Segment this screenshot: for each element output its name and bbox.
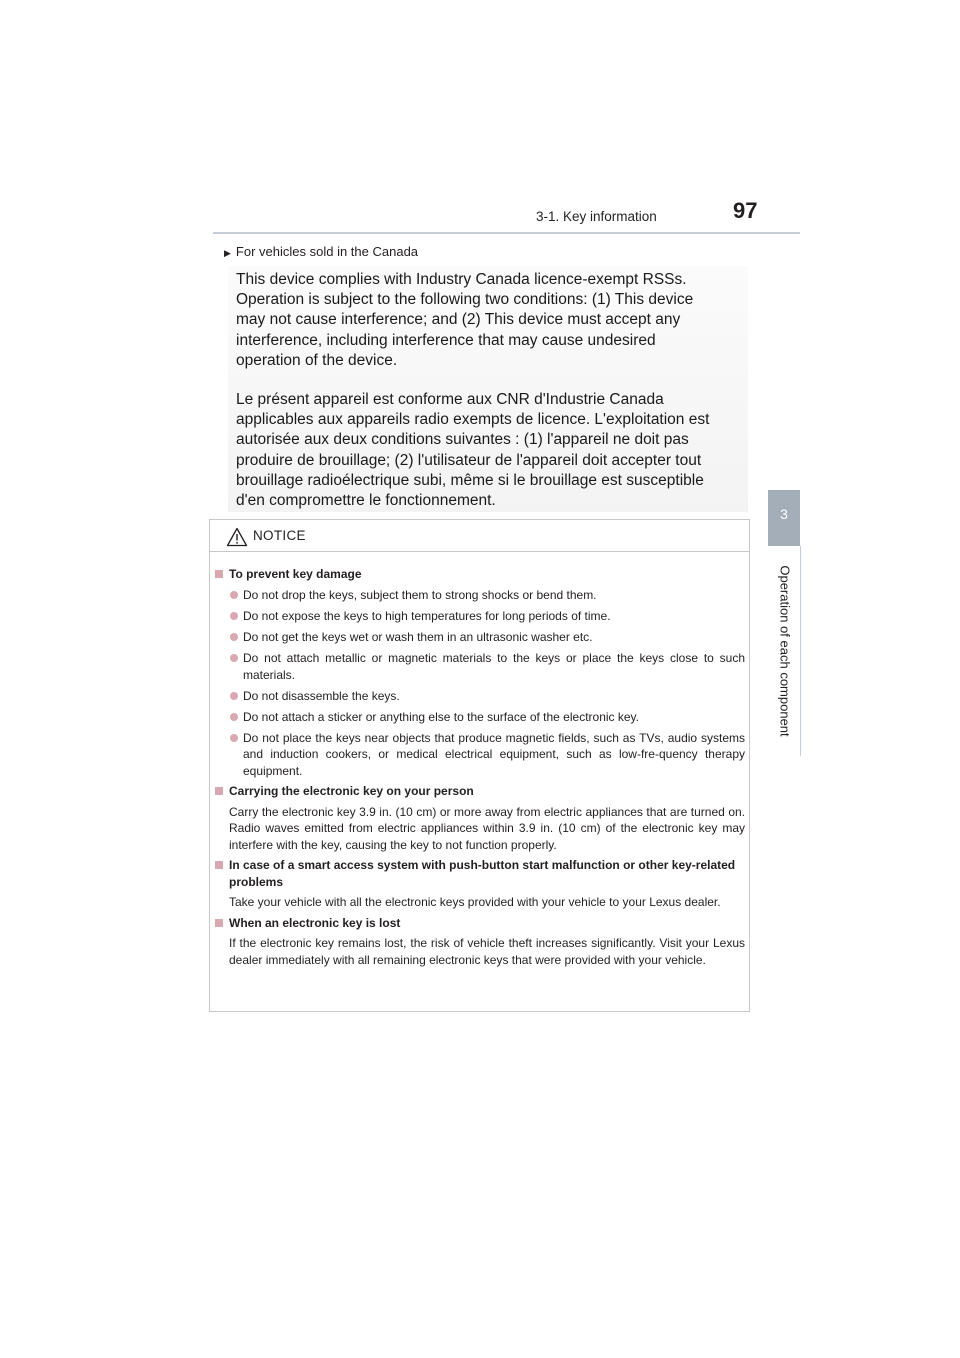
list-item (215, 587, 745, 604)
section-text: If the electronic key remains lost, the risk of vehicle theft increases significantly. Visit your Lexus dealer immediately with all remaining electronic keys that were provided with your vehicle. (229, 936, 745, 967)
section-heading (215, 857, 745, 890)
compliance-french: Le présent appareil est conforme aux CNR d'Industrie Canada applicables aux appareils radio exempts de licence. L'exploitation est autorisée aux deux conditions suivantes : (1) l'appareil ne doit pas produire de brouillage; (2) l'utilisateur de l'appareil doit accepter tout brouillage radioélectrique subi, même si le brouillage est susceptible d'en compromettre le fonctionnement. (236, 391, 710, 510)
warning-icon (226, 527, 248, 547)
dot-bullet-icon (230, 654, 238, 662)
compliance-statement (228, 266, 748, 512)
notice-box (209, 519, 750, 1012)
list-item (215, 650, 745, 683)
section-heading (215, 915, 745, 932)
chapter-label (777, 551, 793, 751)
list-item-text: Do not disassemble the keys. (243, 688, 400, 703)
page-number: 97 (733, 198, 758, 223)
section-heading-text: In case of a smart access system with push-button start malfunction or other key-related problems (229, 858, 736, 889)
list-item (215, 688, 745, 705)
triangle-bullet-icon: ▶ (224, 248, 231, 258)
list-item-text: Do not expose the keys to high temperatures for long periods of time. (243, 609, 611, 623)
section-heading-text: When an electronic key is lost (229, 915, 401, 930)
square-bullet-icon (215, 570, 223, 578)
list-item-text: Do not drop the keys, subject them to strong shocks or bend them. (243, 588, 597, 602)
section-text: Carry the electronic key 3.9 in. (10 cm) or more away from electric appliances that are turned on. Radio waves emitted from electric appliances within 3.9 in. (10 cm) of the electronic key may interfere with the key, causing the key to not function properly. (229, 804, 745, 852)
list-item (215, 629, 745, 646)
list-item (215, 709, 745, 726)
chapter-divider (800, 546, 801, 756)
section-heading-text: To prevent key damage (229, 567, 362, 581)
section-heading-text: Carrying the electronic key on your person (229, 784, 474, 798)
square-bullet-icon (215, 787, 223, 795)
region-note-text: For vehicles sold in the Canada (235, 244, 419, 259)
section-heading (215, 566, 745, 583)
section-heading (215, 783, 745, 800)
list-item-text: Do not attach metallic or magnetic materials to the keys or place the keys close to such materials. (243, 651, 745, 682)
chapter-label-text: Operation of each component (777, 565, 793, 737)
section-text: Take your vehicle with all the electronic keys provided with your vehicle to your Lexus dealer. (229, 895, 721, 909)
dot-bullet-icon (230, 692, 238, 700)
dot-bullet-icon (230, 734, 238, 742)
square-bullet-icon (215, 919, 223, 927)
list-item-text: Do not get the keys wet or wash them in an ultrasonic washer etc. (243, 630, 593, 644)
notice-body (215, 562, 745, 968)
list-item-text: Do not attach a sticker or anything else to the surface of the electronic key. (243, 709, 639, 724)
dot-bullet-icon (230, 591, 238, 599)
list-item (215, 608, 745, 625)
dot-bullet-icon (230, 713, 238, 721)
section-title: 3-1. Key information (536, 209, 657, 224)
dot-bullet-icon (230, 612, 238, 620)
dot-bullet-icon (230, 633, 238, 641)
list-item-text: Do not place the keys near objects that produce magnetic fields, such as TVs, audio systems and induction cookers, or medical electrical equipment, such as low-fre-quency therapy equipment. (243, 730, 745, 778)
compliance-english: This device complies with Industry Canada licence-exempt RSSs. Operation is subject to the following two conditions: (1) This device may not cause interference; and (2) This device must accept any interference, including interference that may cause undesired operation of the device. (236, 271, 694, 369)
region-note (224, 244, 418, 259)
list-item (215, 730, 745, 780)
header-divider (213, 232, 800, 234)
chapter-number: 3 (780, 506, 788, 522)
square-bullet-icon (215, 861, 223, 869)
notice-title: NOTICE (253, 528, 306, 543)
notice-header (210, 520, 749, 552)
chapter-tab (768, 490, 800, 546)
